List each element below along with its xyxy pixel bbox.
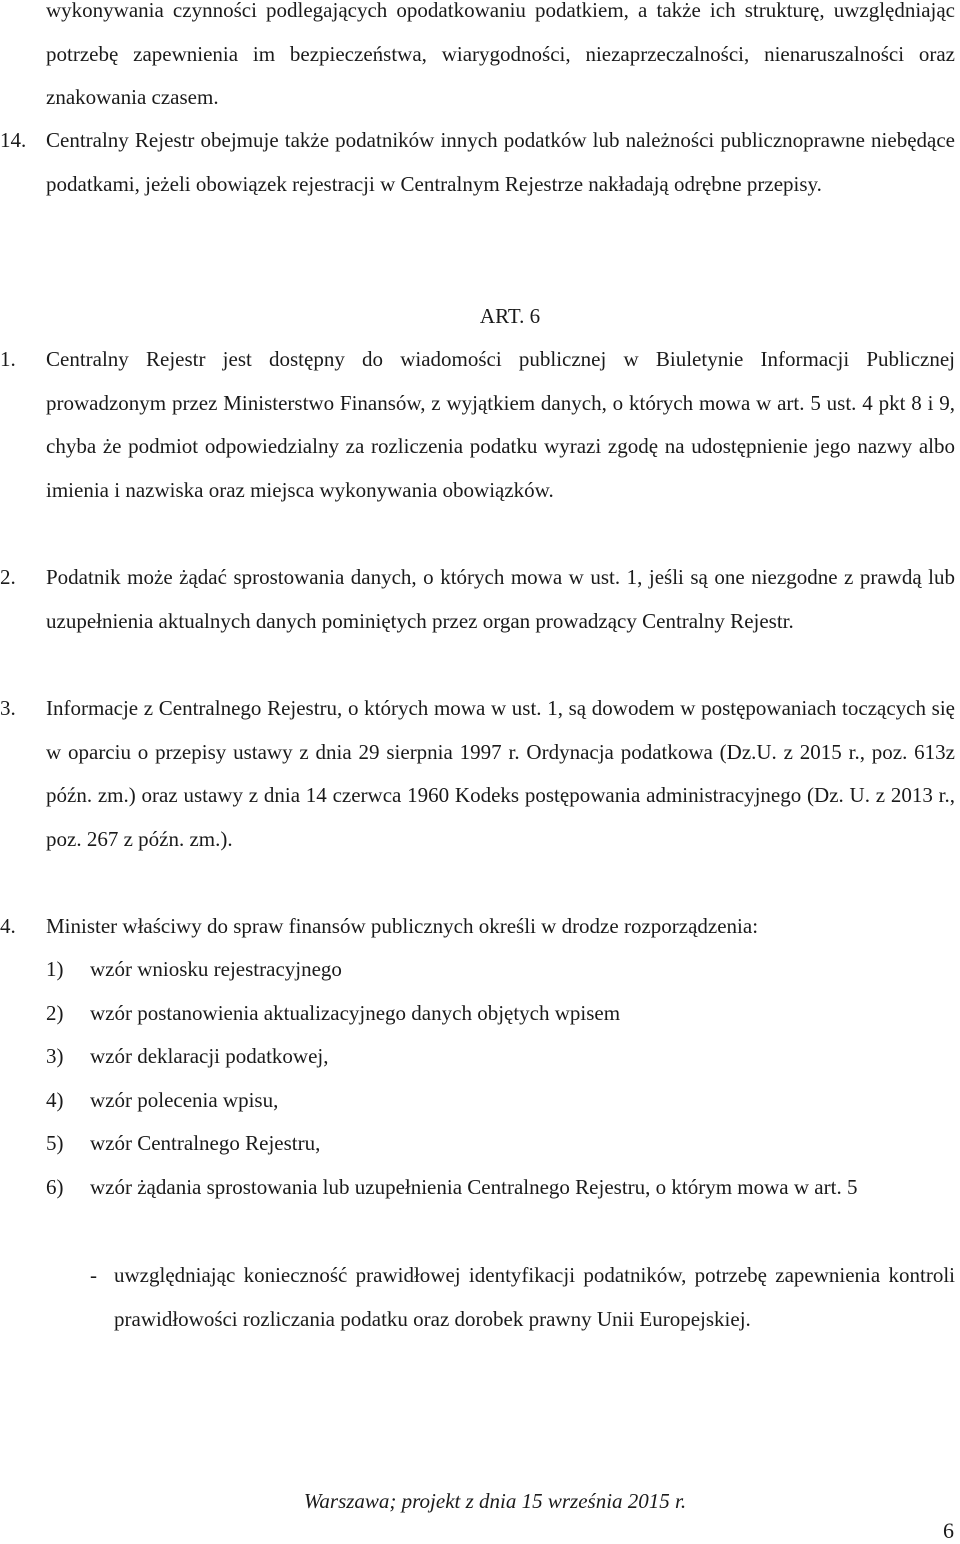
- dash-marker: -: [90, 1263, 97, 1287]
- list-item: [46, 992, 955, 1036]
- section-text: Minister właściwy do spraw finansów publicznych określi w drodze rozporządzenia:: [46, 914, 759, 938]
- list-item: [46, 1079, 955, 1123]
- article-heading: ART. 6: [479, 304, 541, 328]
- section-text: Podatnik może żądać sprostowania danych, o których mowa w ust. 1, jeśli są one niezgodne z prawdą lub uzupełnienia aktualnych danych pominiętych przez organ prowadzący Centralny Rejestr.: [46, 565, 955, 633]
- list-item: [46, 1122, 955, 1166]
- list-item: [46, 1166, 955, 1210]
- page-footer: Warszawa; projekt z dnia 15 września 2015 r.: [303, 1489, 687, 1513]
- section-text: Informacje z Centralnego Rejestru, o których mowa w ust. 1, są dowodem w postępowaniach toczących się w oparciu o przepisy ustawy z dnia 29 sierpnia 1997 r. Ordynacja podatkowa (Dz.U. z 2015 r., poz. 613z późn. zm.) oraz ustawy z dnia 14 czerwca 1960 Kodeks postępowania administracyjnego (Dz. U. z 2013 r., poz. 267 z późn. zm.).: [46, 696, 955, 851]
- list-item-number: 1): [46, 957, 64, 981]
- section-number: 2.: [0, 565, 16, 589]
- section-4: [0, 905, 955, 949]
- list-item-number: 4): [46, 1087, 64, 1112]
- list-item-text: wzór Centralnego Rejestru,: [90, 1131, 321, 1155]
- section-number: 4.: [0, 914, 16, 938]
- section-3: [0, 687, 955, 861]
- list-item-number: 5): [46, 1131, 64, 1155]
- section-1: [0, 338, 955, 512]
- list-item-number: 3): [46, 1044, 64, 1068]
- intro-paragraph: wykonywania czynności podlegających opodatkowaniu podatkiem, a także ich strukturę, uwzględniając potrzebę zapewnienia im bezpieczeństwa, wiarygodności, niezaprzeczalności, nienaruszalności oraz znakowania czasem.: [46, 0, 955, 109]
- list-item-number: 2): [46, 1000, 64, 1025]
- list-item: [46, 948, 955, 992]
- section-text: Centralny Rejestr jest dostępny do wiadomości publicznej w Biuletynie Informacji Publicznej prowadzonym przez Ministerstwo Finansów, z wyjątkiem danych, o których mowa w art. 5 ust. 4 pkt 8 i 9, chyba że podmiot odpowiedzialny za rozliczenia podatku wyrazi zgodę na udostępnienie jego nazwy albo imienia i nazwiska oraz miejsca wykonywania obowiązków.: [46, 347, 955, 502]
- closing-clause-text: uwzględniając konieczność prawidłowej identyfikacji podatników, potrzebę zapewnienia kontroli prawidłowości rozliczania podatku oraz dorobek prawny Unii Europejskiej.: [114, 1263, 955, 1331]
- list-item-text: wzór postanowienia aktualizacyjnego danych objętych wpisem: [90, 1000, 621, 1025]
- paragraph-14: [0, 119, 955, 206]
- list-item: [46, 1035, 955, 1079]
- closing-clause: [90, 1254, 955, 1341]
- list-item-text: wzór deklaracji podatkowej,: [90, 1044, 329, 1068]
- list-item-text: wzór wniosku rejestracyjnego: [90, 957, 342, 981]
- section-number: 3.: [0, 696, 16, 720]
- page-number: 6: [943, 1518, 954, 1543]
- list-item-number: 6): [46, 1174, 64, 1199]
- section-2: [0, 556, 955, 643]
- regulation-list: [46, 948, 955, 1209]
- paragraph-text: Centralny Rejestr obejmuje także podatników innych podatków lub należności publicznoprawne niebędące podatkami, jeżeli obowiązek rejestracji w Centralnym Rejestrze nakładają odrębne przepisy.: [46, 128, 955, 196]
- list-item-text: wzór żądania sprostowania lub uzupełnienia Centralnego Rejestru, o którym mowa w art. 5: [90, 1174, 858, 1199]
- section-number: 1.: [0, 347, 16, 371]
- list-item-text: wzór polecenia wpisu,: [90, 1087, 279, 1112]
- paragraph-number: 14.: [0, 128, 27, 152]
